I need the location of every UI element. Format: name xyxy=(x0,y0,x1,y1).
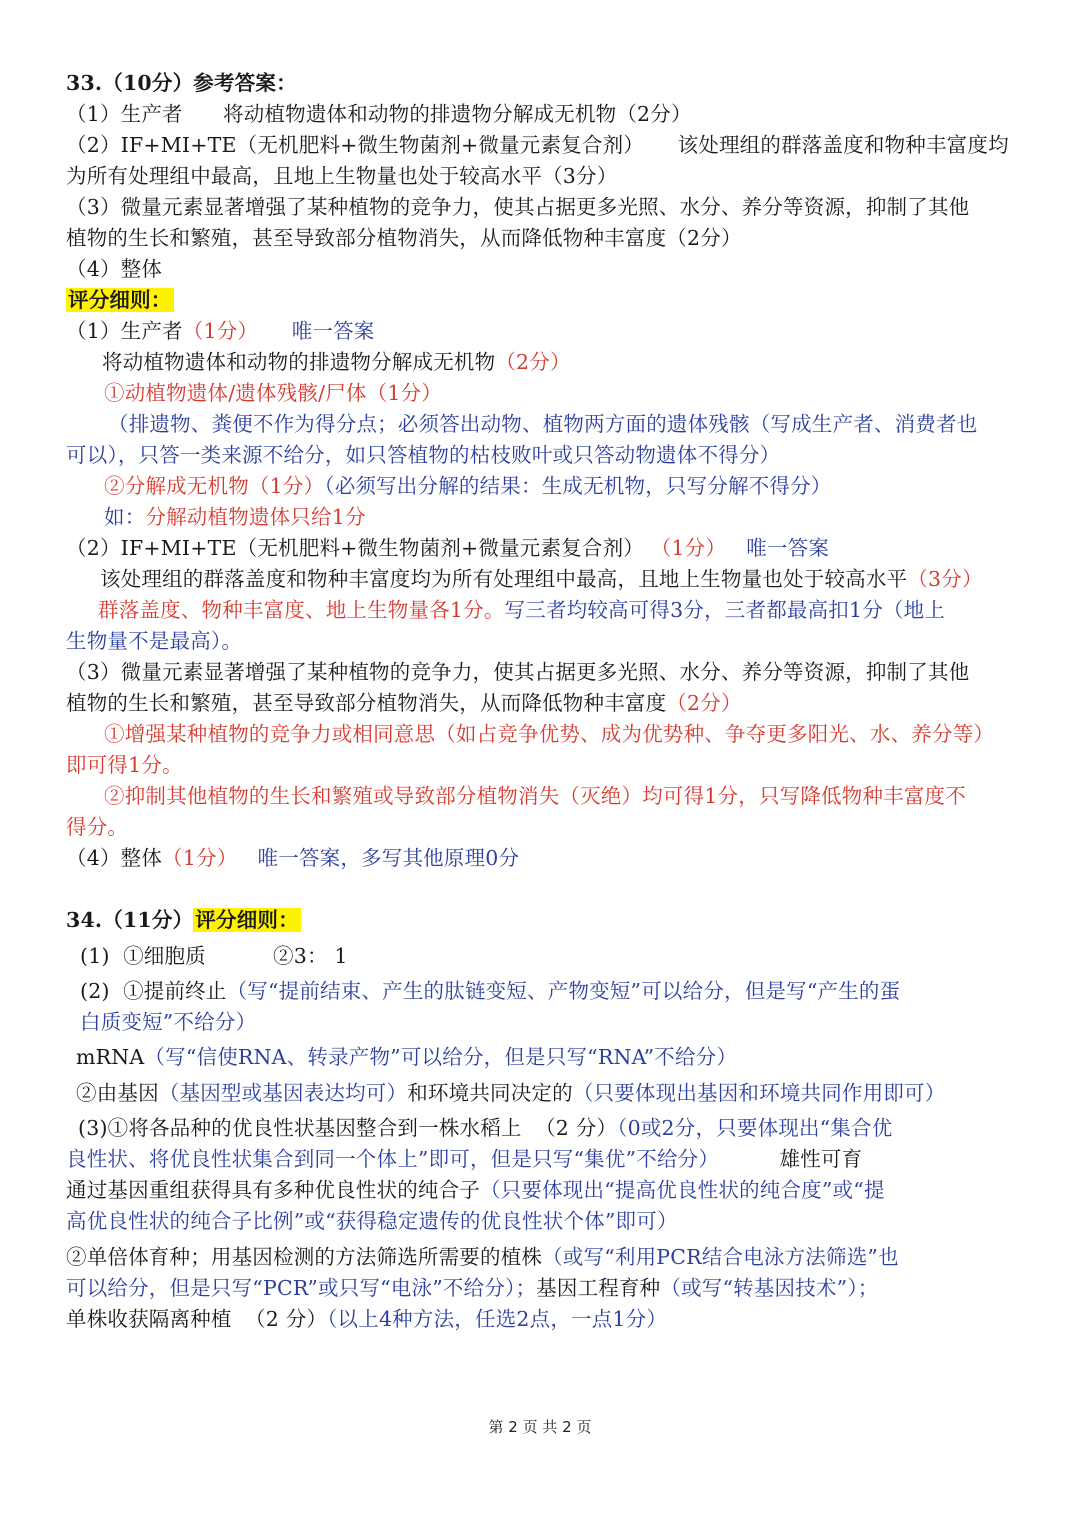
q34-line-3: mRNA（写“信使RNA、转录产物”可以给分，但是只写“RNA”不给分） xyxy=(76,1045,738,1069)
q34-line-5: (3)①将各品种的优良性状基因整合到一株水稻上 （2 分）（0或2分，只要体现出“集合优 xyxy=(78,1116,893,1140)
q33-rule-1d-line1: （排遗物、粪便不作为得分点；必须答出动物、植物两方面的遗体残骸（写成生产者、消费者也 xyxy=(108,412,978,436)
q34-line-11: 单株收获隔离种植 （2 分）（以上4种方法，任选2点，一点1分） xyxy=(66,1307,668,1331)
q34-line-2: (2) ①提前终止（写“提前结束、产生的肽链变短、产物变短”可以给分，但是写“产生的蛋 xyxy=(80,979,901,1003)
q33-rule-1d-line2: 可以），只答一类来源不给分，如只答植物的枯枝败叶或只答动物遗体不得分） xyxy=(66,443,781,467)
q33-rule-1f: 如：分解动植物遗体只给1分 xyxy=(104,505,366,529)
q33-rule-3b-line1: ②抑制其他植物的生长和繁殖或导致部分植物消失（灭绝）均可得1分，只写降低物种丰富度不 xyxy=(104,784,966,808)
q33-rule-3-line1: （3）微量元素显著增强了某种植物的竞争力，使其占据更多光照、水分、养分等资源，抑制了其他 xyxy=(66,660,970,684)
q33-rule-1: （1）生产者（1分） 唯一答案 xyxy=(66,319,375,343)
q33-rule-4: （4）整体（1分） 唯一答案，多写其他原理0分 xyxy=(66,846,520,870)
q34-line-8: 高优良性状的纯合子比例”或“获得稳定遗传的优良性状个体”即可） xyxy=(66,1209,678,1233)
q33-rule-3-line2: 植物的生长和繁殖，甚至导致部分植物消失，从而降低物种丰富度（2分） xyxy=(66,691,742,715)
q34-line-1: (1) ①细胞质 ②3： 1 xyxy=(80,944,348,968)
q33-rule-1b: 将动植物遗体和动物的排遗物分解成无机物（2分） xyxy=(102,350,571,374)
q34-line-7: 通过基因重组获得具有多种优良性状的纯合子（只要体现出“提高优良性状的纯合度”或“提 xyxy=(66,1178,885,1202)
q33-rule-2c: 群落盖度、物种丰富度、地上生物量各1分。写三者均较高可得3分，三者都最高扣1分（地上 xyxy=(98,598,946,622)
q33-ref-answer-3-line2: 植物的生长和繁殖，甚至导致部分植物消失，从而降低物种丰富度（2分） xyxy=(66,226,742,250)
q33-ref-answer-1: （1）生产者 将动植物遗体和动物的排遗物分解成无机物（2分） xyxy=(66,102,692,126)
q33-rule-2c-line2: 生物量不是最高）。 xyxy=(66,629,243,653)
q33-rule-1c: ①动植物遗体/遗体残骸/尸体（1分） xyxy=(104,381,442,405)
q34-line-4: ②由基因（基因型或基因表达均可）和环境共同决定的（只要体现出基因和环境共同作用即可） xyxy=(76,1081,946,1105)
q34-line-9: ②单倍体育种；用基因检测的方法筛选所需要的植株（或写“利用PCR结合电泳方法筛选”也 xyxy=(66,1245,899,1269)
page-number: 第 2 页 共 2 页 xyxy=(488,1418,592,1436)
q33-ref-answer-3-line1: （3）微量元素显著增强了某种植物的竞争力，使其占据更多光照、水分、养分等资源，抑制了其他 xyxy=(66,195,970,219)
q33-rule-2: （2）IF+MI+TE（无机肥料+微生物菌剂+微量元素复合剂） （1分） 唯一答案 xyxy=(66,536,830,560)
q33-rule-3a-line2: 即可得1分。 xyxy=(66,753,183,777)
q33-heading: 33.（10分）参考答案： xyxy=(66,71,297,95)
q33-rule-3a-line1: ①增强某种植物的竞争力或相同意思（如占竞争优势、成为优势种、争夺更多阳光、水、养分等） xyxy=(104,722,995,746)
q34-line-2b: 白质变短”不给分） xyxy=(80,1010,257,1034)
q33-ref-answer-2-line2: 为所有处理组中最高，且地上生物量也处于较高水平（3分） xyxy=(66,164,618,188)
q34-heading: 34.（11分）评分细则： xyxy=(66,908,299,932)
q33-rule-3b-line2: 得分。 xyxy=(66,815,129,839)
q34-line-10: 可以给分，但是只写“PCR”或只写“电泳”不给分）；基因工程育种（或写“转基因技术”）； xyxy=(66,1276,879,1300)
q33-rule-2b: 该处理组的群落盖度和物种丰富度均为所有处理组中最高，且地上生物量也处于较高水平（3分） xyxy=(100,567,983,591)
q33-ref-answer-4: （4）整体 xyxy=(66,257,163,281)
q33-rules-label: 评分细则： xyxy=(68,288,172,312)
q34-line-6: 良性状、将优良性状集合到同一个体上”即可，但是只写“集优”不给分） 雄性可育 xyxy=(66,1147,863,1171)
q33-ref-answer-2-line1: （2）IF+MI+TE（无机肥料+微生物菌剂+微量元素复合剂） 该处理组的群落盖度和物种丰富度均 xyxy=(66,133,1009,157)
q33-rule-1e: ②分解成无机物（1分）（必须写出分解的结果：生成无机物，只写分解不得分） xyxy=(104,474,832,498)
